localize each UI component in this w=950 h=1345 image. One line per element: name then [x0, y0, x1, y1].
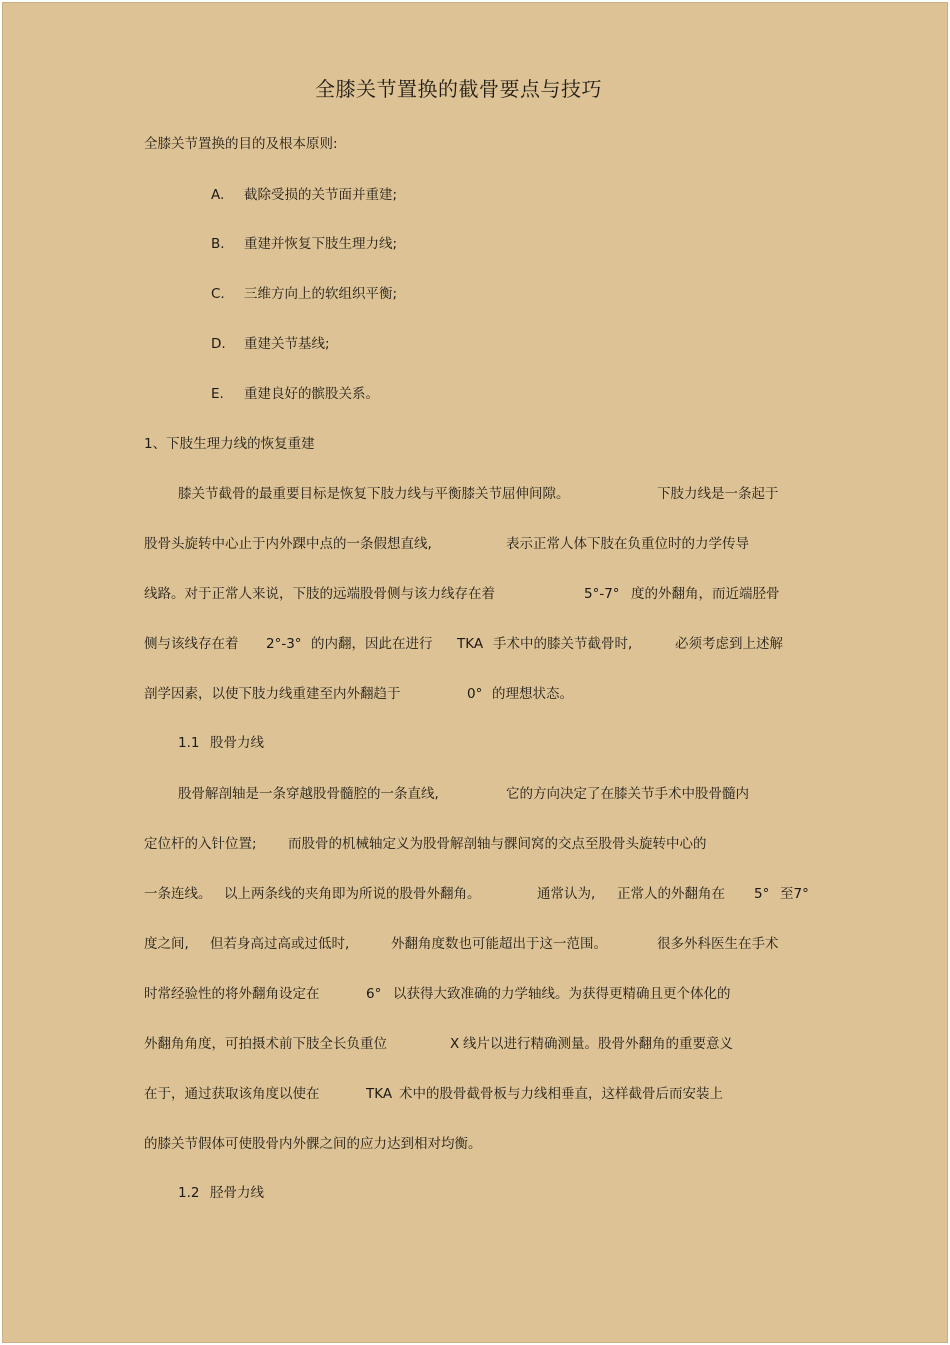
text-fragment: 定位杆的入针位置; — [144, 836, 257, 852]
text-fragment: 股骨解剖轴是一条穿越股骨髓腔的一条直线, — [178, 786, 439, 802]
text-fragment: 剖学因素，以使下肢力线重建至内外翻趋于 — [144, 686, 401, 702]
principle-text-c: 三维方向上的软组织平衡; — [244, 286, 398, 302]
text-fragment: 外翻角角度，可拍摄术前下肢全长负重位 — [144, 1036, 387, 1052]
text-fragment: 一条连线。 — [144, 886, 212, 902]
text-fragment: 的内翻，因此在进行 — [311, 636, 433, 652]
principle-text-d: 重建关节基线; — [244, 336, 330, 352]
text-fragment: 术中的股骨截骨板与力线相垂直，这样截骨后而安装上 — [399, 1086, 723, 1102]
principle-text-b: 重建并恢复下肢生理力线; — [244, 236, 398, 252]
text-fragment: 但若身高过高或过低时, — [210, 936, 350, 952]
text-fragment: 的理想状态。 — [492, 686, 573, 702]
text-fragment: 正常人的外翻角在 — [617, 886, 725, 902]
text-fragment: 6° — [366, 986, 382, 1002]
text-fragment: 表示正常人体下肢在负重位时的力学传导 — [506, 536, 749, 552]
text-fragment: 以上两条线的夹角即为所说的股骨外翻角。 — [224, 886, 481, 902]
intro-text: 全膝关节置换的目的及根本原则: — [144, 136, 338, 152]
text-fragment: 5°-7° — [584, 586, 620, 602]
text-fragment: 0° — [467, 686, 483, 702]
text-fragment: 在于，通过获取该角度以使在 — [144, 1086, 320, 1102]
text-fragment: 而股骨的机械轴定义为股骨解剖轴与髁间窝的交点至股骨头旋转中心的 — [288, 836, 707, 852]
subsection-number: 1.2 — [178, 1185, 200, 1201]
text-fragment: 度的外翻角，而近端胫骨 — [631, 586, 780, 602]
text-fragment: 的膝关节假体可使股骨内外髁之间的应力达到相对均衡。 — [144, 1136, 482, 1152]
text-fragment: 侧与该线存在着 — [144, 636, 239, 652]
text-fragment: 线片以进行精确测量。股骨外翻角的重要意义 — [463, 1036, 733, 1052]
subsection-title: 股骨力线 — [210, 735, 264, 751]
text-fragment: 度之间, — [144, 936, 189, 952]
document-page — [2, 2, 948, 1343]
text-fragment: 线路。对于正常人来说，下肢的远端股骨侧与该力线存在着 — [144, 586, 495, 602]
text-fragment: 至7° — [780, 886, 809, 902]
text-fragment: 2°-3° — [266, 636, 302, 652]
document-title: 全膝关节置换的截骨要点与技巧 — [315, 77, 602, 101]
section-heading: 1、下肢生理力线的恢复重建 — [144, 436, 315, 452]
text-fragment: 下肢力线是一条起于 — [657, 486, 779, 502]
text-fragment: TKA — [366, 1086, 393, 1102]
text-fragment: 时常经验性的将外翻角设定在 — [144, 986, 320, 1002]
subsection-title: 胫骨力线 — [210, 1185, 264, 1201]
principle-text-e: 重建良好的髌股关系。 — [244, 386, 379, 402]
principle-letter-b: B. — [211, 236, 225, 252]
principle-letter-a: A. — [211, 187, 225, 203]
principle-letter-c: C. — [211, 286, 225, 302]
text-fragment: 5° — [754, 886, 770, 902]
text-fragment: 必须考虑到上述解 — [675, 636, 783, 652]
subsection-number: 1.1 — [178, 735, 200, 751]
text-fragment: X — [450, 1036, 460, 1052]
text-fragment: 手术中的膝关节截骨时, — [493, 636, 633, 652]
text-fragment: 膝关节截骨的最重要目标是恢复下肢力线与平衡膝关节屈伸间隙。 — [178, 486, 570, 502]
text-fragment: 通常认为, — [537, 886, 596, 902]
text-fragment: 股骨头旋转中心止于内外踝中点的一条假想直线, — [144, 536, 432, 552]
text-fragment: 外翻角度数也可能超出于这一范围。 — [391, 936, 607, 952]
principle-text-a: 截除受损的关节面并重建; — [244, 187, 398, 203]
text-fragment: 以获得大致准确的力学轴线。为获得更精确且更个体化的 — [393, 986, 731, 1002]
text-fragment: 很多外科医生在手术 — [657, 936, 779, 952]
principle-letter-d: D. — [211, 336, 226, 352]
principle-letter-e: E. — [211, 386, 224, 402]
text-fragment: TKA — [457, 636, 484, 652]
text-fragment: 它的方向决定了在膝关节手术中股骨髓内 — [506, 786, 749, 802]
